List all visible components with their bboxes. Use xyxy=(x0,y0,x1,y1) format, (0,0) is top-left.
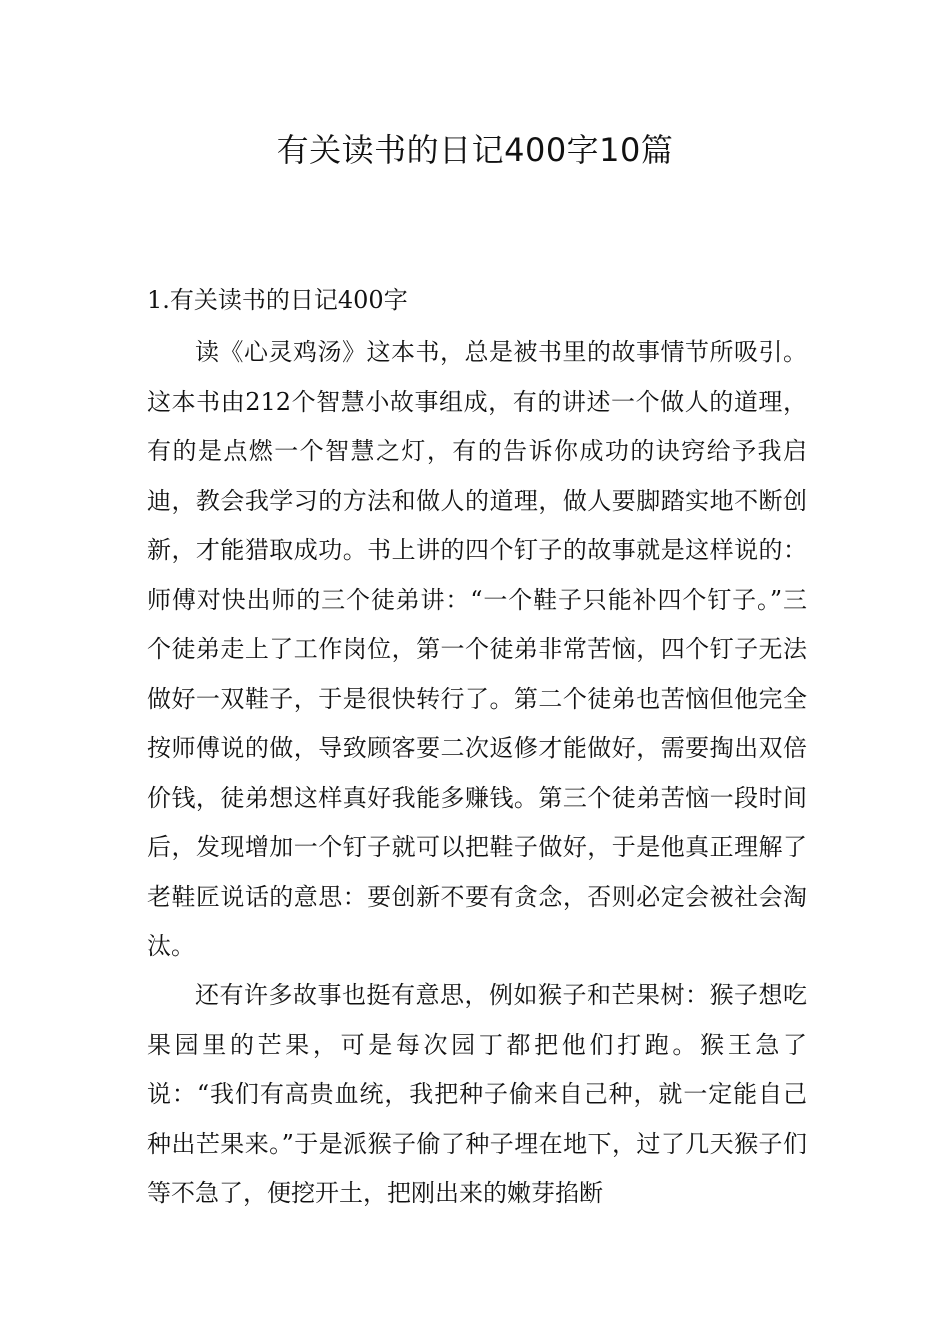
body-paragraph-2: 还有许多故事也挺有意思，例如猴子和芒果树：猴子想吃果园里的芒果，可是每次园丁都把他们打跑。猴王急了说：“我们有高贵血统，我把种子偷来自己种，就一定能自己种出芒果来。”于是派猴子偷了种子埋在地下，过了几天猴子们等不急了，便挖开土，把刚出来的嫩芽掐断 xyxy=(147,981,807,1207)
section-heading: 1.有关读书的日记400字 xyxy=(147,286,408,314)
body-paragraph-1: 读《心灵鸡汤》这本书，总是被书里的故事情节所吸引。这本书由212个智慧小故事组成，有的讲述一个做人的道理，有的是点燃一个智慧之灯，有的告诉你成功的诀窍给予我启迪，教会我学习的方法和做人的道理，做人要脚踏实地不断创新，才能猎取成功。书上讲的四个钉子的故事就是这样说的：师傅对快出师的三个徒弟讲：“一个鞋子只能补四个钉子。”三个徒弟走上了工作岗位，第一个徒弟非常苦恼，四个钉子无法做好一双鞋子，于是很快转行了。第二个徒弟也苦恼但他完全按师傅说的做，导致顾客要二次返修才能做好，需要掏出双倍价钱，徒弟想这样真好我能多赚钱。第三个徒弟苦恼一段时间后，发现增加一个钉子就可以把鞋子做好，于是他真正理解了老鞋匠说话的意思：要创新不要有贪念，否则必定会被社会淘汰。 xyxy=(147,338,807,960)
document-title: 有关读书的日记400字10篇 xyxy=(276,131,674,169)
